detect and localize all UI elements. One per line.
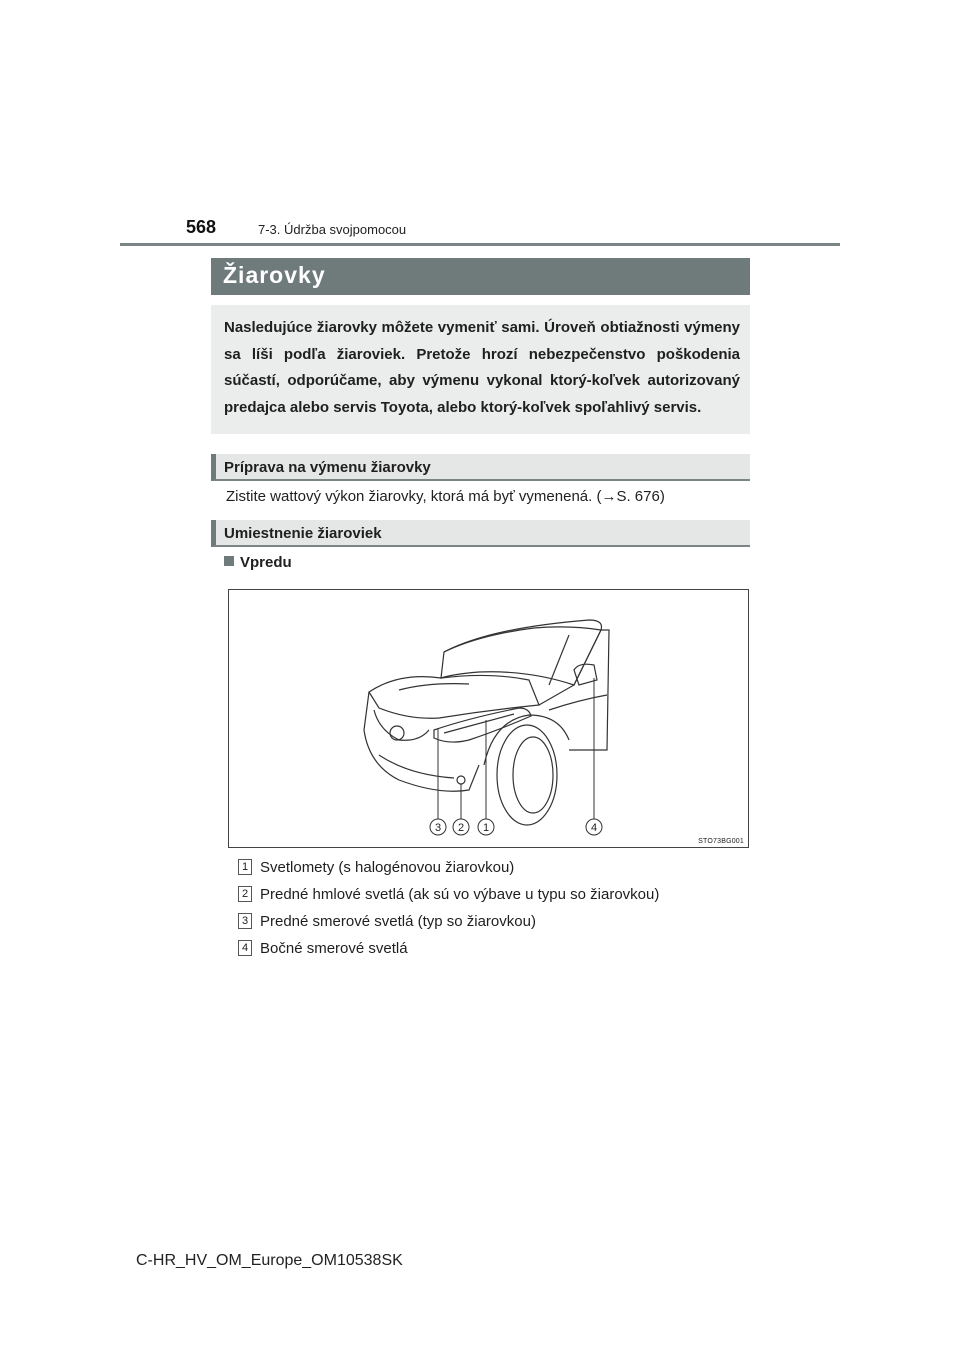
locations-heading: Umiestnenie žiaroviek (211, 520, 750, 547)
wheel-arch (484, 715, 569, 765)
figure-code: STO73BG001 (698, 838, 744, 845)
legend-item (238, 913, 536, 930)
legend-number: 1 (238, 859, 252, 875)
emblem (390, 726, 404, 740)
front-wheel (497, 725, 557, 825)
roof-line (444, 620, 602, 652)
side-crease (549, 695, 607, 710)
legend-item (238, 940, 408, 957)
preparation-heading: Príprava na výmenu žiarovky (211, 454, 750, 481)
front-wheel-inner (513, 737, 553, 813)
hood (369, 675, 539, 718)
front-subsection (224, 554, 292, 571)
intro-box: Nasledujúce žiarovky môžete vymeniť sami. Úroveň obtiažnosti výmeny sa líši podľa žiaroviek. Pretože hrozí nebezpečenstvo poškodenia súčastí, odporúčame, aby výmenu vykonal ktorý-koľvek autorizovaný predajca alebo servis Toyota, alebo ktorý-koľvek spoľahlivý servis. (211, 305, 750, 434)
footer-doc-id: C-HR_HV_OM_Europe_OM10538SK (136, 1252, 403, 1269)
bullet-square-icon (224, 556, 234, 566)
callout-1: 1 (482, 822, 490, 834)
fog-lamp (457, 776, 465, 784)
page-title: Žiarovky (211, 258, 750, 295)
preparation-text: Zistite wattový výkon žiarovky, ktorá má byť vymenená. (→S. 676) (226, 488, 665, 505)
legend-number: 3 (238, 913, 252, 929)
header-rule (120, 243, 840, 246)
headlight (434, 708, 531, 742)
car-illustration (229, 590, 750, 849)
hood-crease (399, 684, 469, 690)
page-number: 568 (186, 217, 217, 237)
legend-number: 4 (238, 940, 252, 956)
front-subsection-label: Vpredu (240, 554, 292, 571)
legend-label: Predné hmlové svetlá (ak sú vo výbave u typu so žiarovkou) (260, 886, 660, 903)
legend-label: Bočné smerové svetlá (260, 940, 408, 957)
a-pillar (549, 635, 569, 685)
legend-item (238, 859, 514, 876)
legend-number: 2 (238, 886, 252, 902)
callout-2: 2 (457, 822, 465, 834)
side-body (539, 630, 609, 750)
legend-label: Svetlomety (s halogénovou žiarovkou) (260, 859, 515, 876)
callout-4: 4 (590, 822, 598, 834)
legend-label: Predné smerové svetlá (typ so žiarovkou) (260, 913, 536, 930)
section-path: 7-3. Údržba svojpomocou (258, 222, 407, 237)
car-front-figure (228, 589, 749, 848)
callout-3: 3 (434, 822, 442, 834)
legend-item (238, 886, 659, 903)
